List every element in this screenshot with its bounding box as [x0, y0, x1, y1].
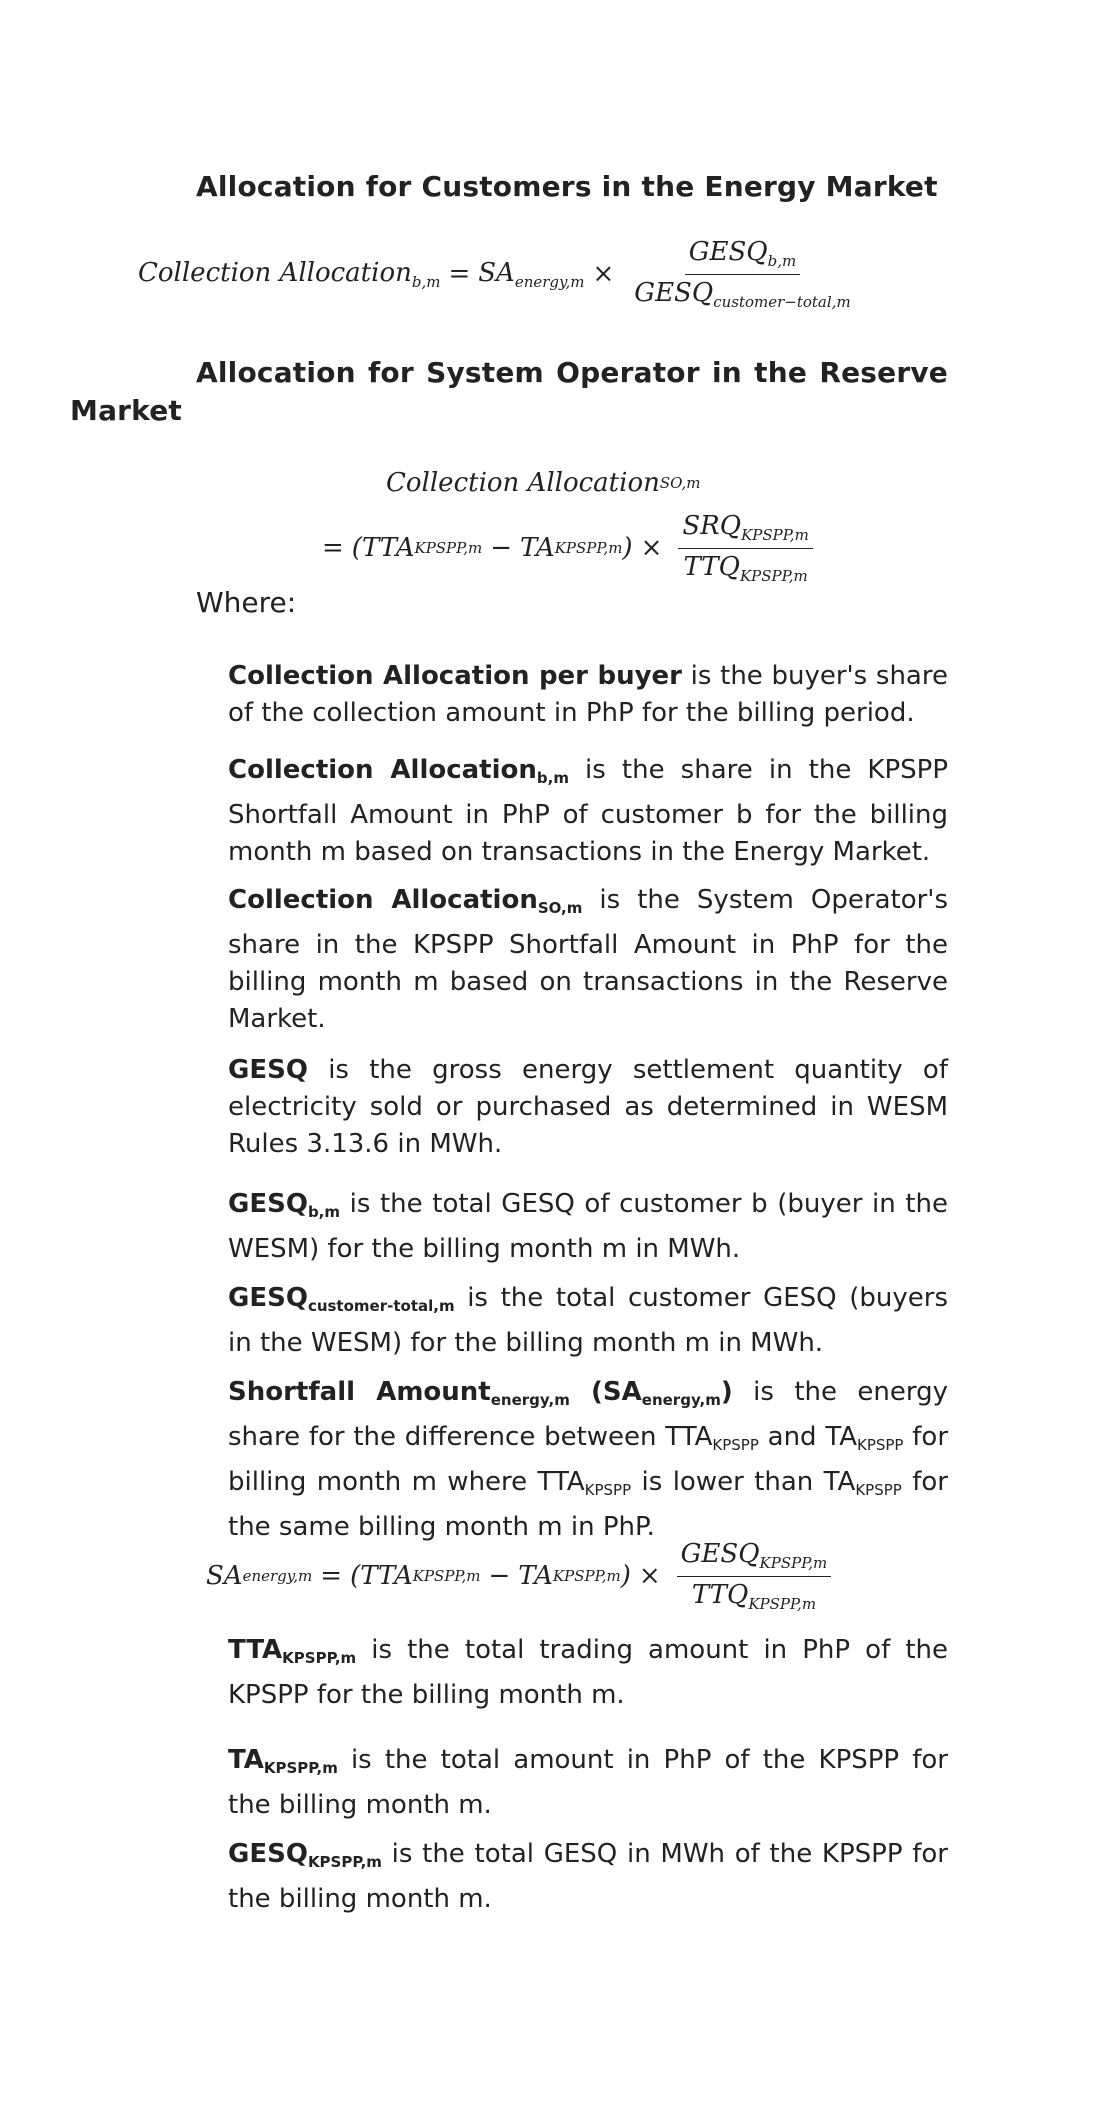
definition-gesq-customer-total: GESQcustomer-total,m is the total customer GESQ (buyers in the WESM) for the billing month m in MWh.	[228, 1283, 948, 1358]
where-label: Where:	[196, 586, 297, 619]
definition-shortfall-amount: Shortfall Amountenergy,m (SAenergy,m) is the energy share for the difference between TTAKPSPP and TAKPSPP for billing month m where TTAKPSPP is lower than TAKPSPP for the same billing month m in PhP.	[228, 1377, 949, 1542]
eq2-fraction	[678, 512, 812, 584]
equation-collection-allocation-so-lhs: Collection Allocation SO,m	[386, 468, 701, 498]
definition-collection-allocation-so: Collection AllocationSO,m is the System Operator's share in the KPSPP Shortfall Amount in PhP for the billing month m based on transactions in the Reserve Market.	[228, 885, 948, 1034]
definition-collection-allocation-per-buyer: Collection Allocation per buyer is the buyer's share of the collection amount in PhP for the billing period.	[228, 661, 948, 728]
eq3-fraction	[677, 1540, 832, 1612]
equation-collection-allocation-so-rhs: = ( TTA KPSPP,m − TA KPSPP,m ) × $\frac{SRQ_{KPSPP,m}}{TTQ_{KPSPP,m}}$	[322, 512, 813, 584]
definition-gesq-kpspp: GESQKPSPP,m is the total GESQ in MWh of the KPSPP for the billing month m.	[228, 1839, 948, 1914]
definition-gesq: GESQ is the gross energy settlement quantity of electricity sold or purchased as determined in WESM Rules 3.13.6 in MWh.	[228, 1055, 948, 1159]
eq1-fraction	[630, 238, 854, 310]
equation-shortfall-amount-energy: SA energy,m = ( TTA KPSPP,m − TA KPSPP,m ) × $\frac{GESQ_{KPSPP,m}}{TTQ_{KPSPP,m}}$	[206, 1540, 831, 1612]
eq3-denominator: $TTQ_{KPSPP,m}$	[691, 1579, 817, 1613]
eq1-sa: $SA_{energy,m}$	[478, 257, 585, 291]
eq1-lhs: Collection Allocation$_{b,m}$	[138, 257, 441, 291]
heading-system-operator-allocation: Allocation for System Operator in the Reserve	[196, 356, 948, 389]
definition-collection-allocation-bm: Collection Allocationb,m is the share in the KPSPP Shortfall Amount in PhP of customer b for the billing month m based on transactions in the Energy Market.	[228, 755, 948, 867]
eq1-numerator: $GESQ_{b,m}$	[685, 238, 800, 275]
heading-customers-allocation: Allocation for Customers in the Energy Market	[196, 170, 938, 203]
eq3-numerator: $GESQ_{KPSPP,m}$	[677, 1540, 832, 1577]
definition-ta-kpspp: TAKPSPP,m is the total amount in PhP of the KPSPP for the billing month m.	[228, 1745, 948, 1820]
eq1-denominator: $GESQ_{customer-total,m}$	[634, 277, 851, 311]
eq1-times: ×	[592, 259, 615, 289]
definition-tta-kpspp: TTAKPSPP,m is the total trading amount in PhP of the KPSPP for the billing month m.	[228, 1635, 948, 1710]
eq2-denominator: $TTQ_{KPSPP,m}$	[683, 551, 808, 585]
eq1-equals: =	[448, 259, 471, 289]
eq2-numerator: $SRQ_{KPSPP,m}$	[678, 512, 812, 549]
definition-gesq-bm: GESQb,m is the total GESQ of customer b (buyer in the WESM) for the billing month m in MWh.	[228, 1189, 948, 1264]
heading-system-operator-allocation-cont: Market	[70, 394, 183, 427]
equation-collection-allocation-customer	[138, 238, 855, 310]
